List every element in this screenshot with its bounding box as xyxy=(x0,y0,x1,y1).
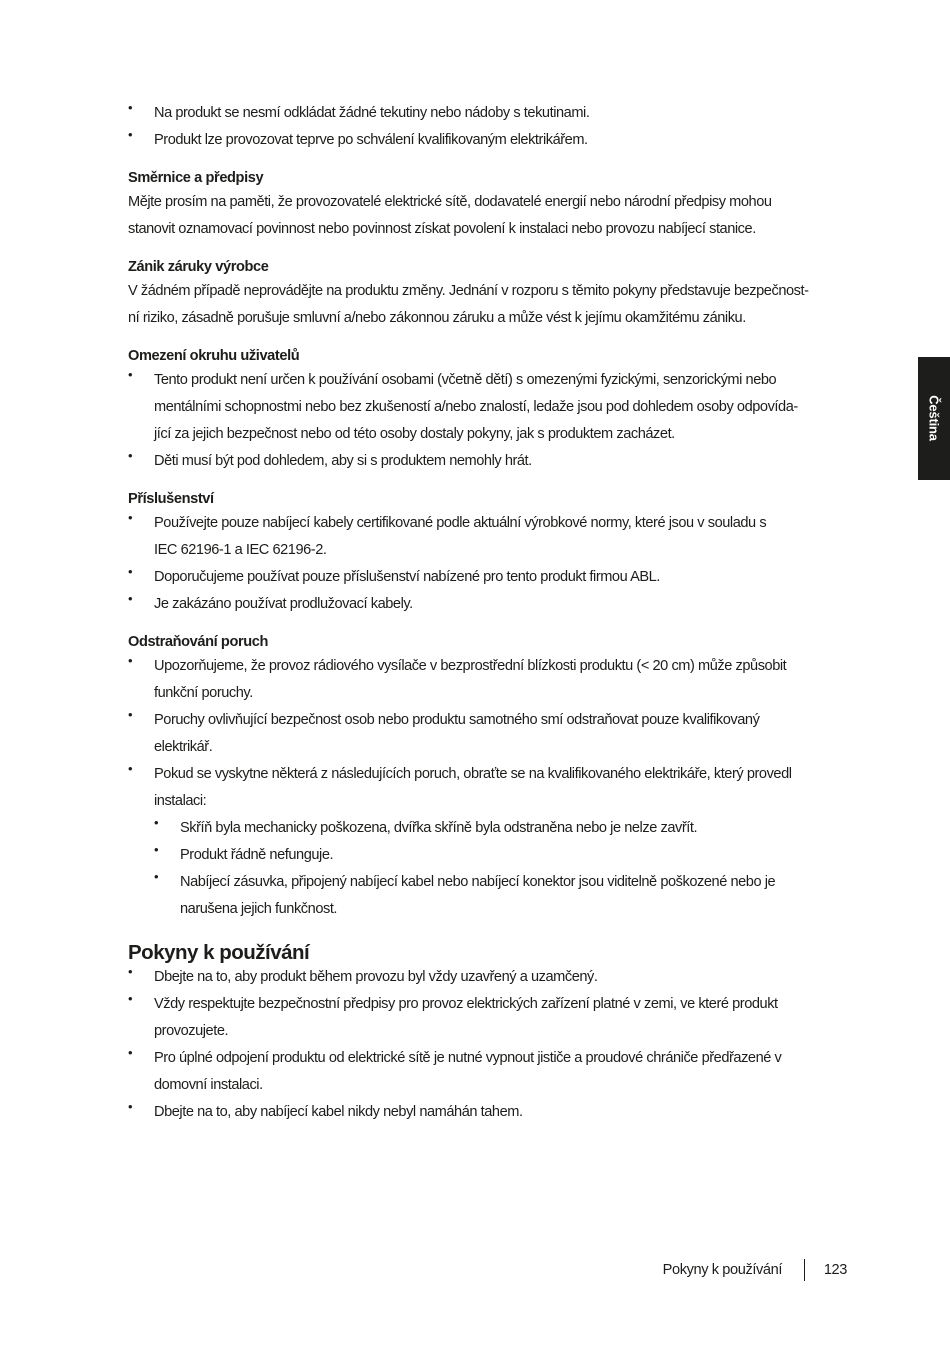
text-line: • Doporučujeme používat pouze příslušenství nabízené pro tento produkt firmou ABL. xyxy=(154,569,660,585)
text-line: • Dbejte na to, aby nabíjecí kabel nikdy nebyl namáhán tahem. xyxy=(154,1104,523,1120)
text-line: • Je zakázáno používat prodlužovací kabely. xyxy=(154,596,413,612)
text-line: mentálními schopnostmi nebo bez zkušeností a/nebo znalostí, ledaže jsou pod dohledem osoby odpovída- xyxy=(154,399,798,415)
section-heading: Příslušenství xyxy=(128,491,214,507)
text-line: narušena jejich funkčnost. xyxy=(180,901,338,917)
text-line: • Pro úplné odpojení produktu od elektrické sítě je nutné vypnout jističe a proudové chrániče předřazené v xyxy=(154,1050,782,1066)
bullet-list xyxy=(128,510,850,618)
section-title: Pokyny k používání xyxy=(128,941,310,964)
bullet-list xyxy=(128,653,850,923)
text-line: instalaci: xyxy=(154,793,207,809)
page-content xyxy=(128,100,850,1126)
list-item xyxy=(128,761,850,923)
text-line: • Produkt řádně nefunguje. xyxy=(180,847,334,863)
text-line: • Tento produkt není určen k používání osobami (včetně dětí) s omezenými fyzickými, senzorickými nebo xyxy=(154,372,777,388)
list-item xyxy=(128,1045,850,1099)
text-line: • Používejte pouze nabíjecí kabely certifikované podle aktuální výrobkové normy, které jsou v souladu s xyxy=(154,515,767,531)
text-line: provozujete. xyxy=(154,1023,229,1039)
section-omezeni xyxy=(128,346,850,475)
section-heading: Zánik záruky výrobce xyxy=(128,259,269,275)
section-heading: Omezení okruhu uživatelů xyxy=(128,348,300,364)
text-line: domovní instalaci. xyxy=(154,1077,263,1093)
text-line: • Pokud se vyskytne některá z následujících poruch, obraťte se na kvalifikovaného elektrikáře, který provedl xyxy=(154,766,792,782)
paragraph-line: V žádném případě neprovádějte na produktu změny. Jednání v rozporu s těmito pokyny představuje bezpečnost- xyxy=(128,283,809,299)
paragraph-line: Mějte prosím na paměti, že provozovatelé elektrické sítě, dodavatelé energií nebo národní předpisy mohou xyxy=(128,194,772,210)
text-line: • Na produkt se nesmí odkládat žádné tekutiny nebo nádoby s tekutinami. xyxy=(154,105,590,121)
section-pokyny xyxy=(128,940,850,1126)
text-line: IEC 62196-1 a IEC 62196-2. xyxy=(154,542,327,558)
bullet-list xyxy=(128,367,850,475)
language-label: Čeština xyxy=(926,395,942,441)
page-number: 123 xyxy=(823,1262,847,1278)
section-smernice xyxy=(128,168,850,243)
footer-section-title: Pokyny k používání xyxy=(662,1262,782,1278)
section-heading: Odstraňování poruch xyxy=(128,634,268,650)
list-item xyxy=(154,815,850,842)
list-item xyxy=(128,964,850,991)
text-line: • Skříň byla mechanicky poškozena, dvířka skříně byla odstraněna nebo je nelze zavřít. xyxy=(180,820,698,836)
text-line: • Vždy respektujte bezpečnostní předpisy pro provoz elektrických zařízení platné v zemi, ve které produkt xyxy=(154,996,778,1012)
text-line: • Produkt lze provozovat teprve po schválení kvalifikovaným elektrikářem. xyxy=(154,132,588,148)
footer-divider xyxy=(804,1259,805,1281)
text-line: • Děti musí být pod dohledem, aby si s produktem nemohly hrát. xyxy=(154,453,532,469)
text-line: jící za jejich bezpečnost nebo od této osoby dostaly pokyny, jak s produktem zacházet. xyxy=(154,426,675,442)
list-item xyxy=(128,127,850,154)
text-line: funkční poruchy. xyxy=(154,685,253,701)
list-item xyxy=(128,591,850,618)
page-footer xyxy=(600,1259,847,1283)
language-side-tab xyxy=(918,357,950,480)
list-item xyxy=(128,448,850,475)
section-prislusenstvi xyxy=(128,489,850,618)
list-item xyxy=(128,100,850,127)
paragraph-line: stanovit oznamovací povinnost nebo povinnost získat povolení k instalaci nebo provozu nabíjecí stanice. xyxy=(128,221,756,237)
list-item xyxy=(154,842,850,869)
list-item xyxy=(128,653,850,707)
paragraph-line: ní riziko, zásadně porušuje smluvní a/nebo zákonnou záruku a může vést k jejímu okamžitému zániku. xyxy=(128,310,746,326)
section-heading: Směrnice a předpisy xyxy=(128,170,264,186)
list-item xyxy=(128,707,850,761)
list-item xyxy=(154,869,850,923)
text-line: elektrikář. xyxy=(154,739,213,755)
text-line: • Poruchy ovlivňující bezpečnost osob nebo produktu samotného smí odstraňovat pouze kvalifikovaný xyxy=(154,712,760,728)
list-item xyxy=(128,510,850,564)
list-item xyxy=(128,564,850,591)
nested-bullet-list xyxy=(154,815,850,923)
text-line: • Dbejte na to, aby produkt během provozu byl vždy uzavřený a uzamčený. xyxy=(154,969,598,985)
list-item xyxy=(128,367,850,448)
bullet-list xyxy=(128,964,850,1126)
text-line: • Upozorňujeme, že provoz rádiového vysílače v bezprostřední blízkosti produktu (< 20 cm) může způsobit xyxy=(154,658,787,674)
text-line: • Nabíjecí zásuvka, připojený nabíjecí kabel nebo nabíjecí konektor jsou viditelně poškozené nebo je xyxy=(180,874,776,890)
section-zanik-zaruky xyxy=(128,257,850,332)
section-odstranovani-poruch xyxy=(128,632,850,923)
intro-list xyxy=(128,100,850,154)
list-item xyxy=(128,991,850,1045)
list-item xyxy=(128,1099,850,1126)
